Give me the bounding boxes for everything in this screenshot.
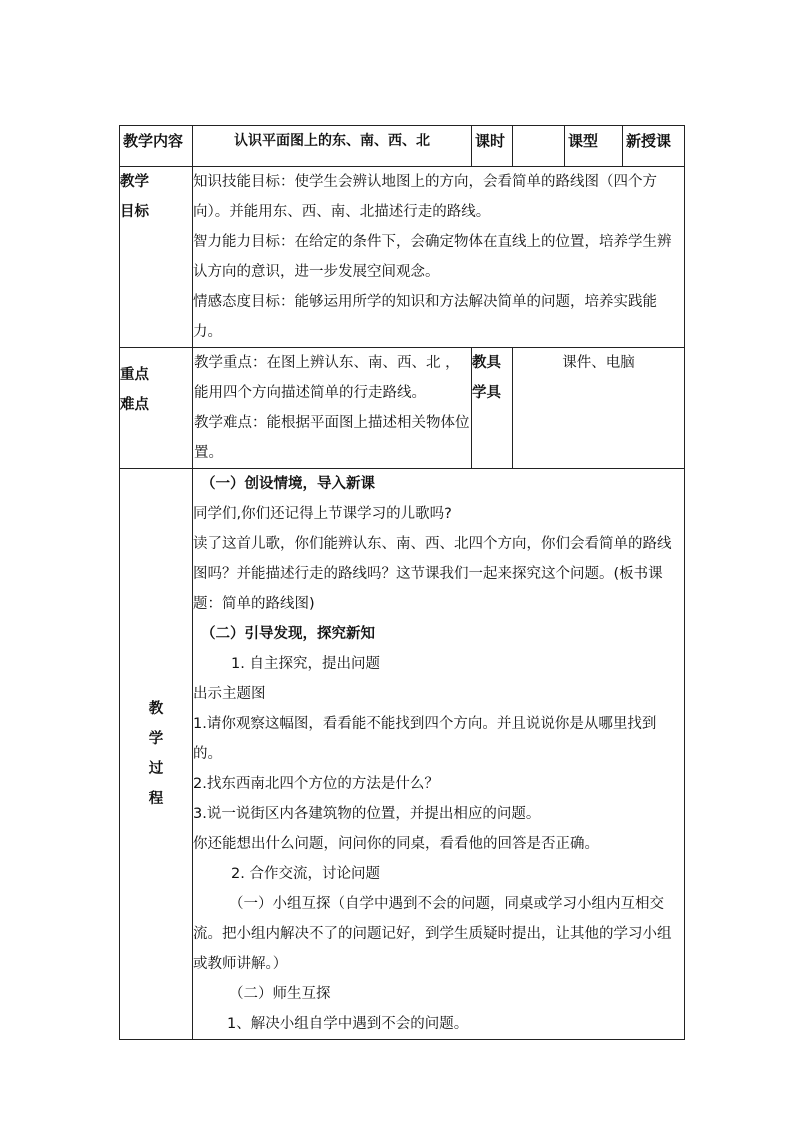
process-content: [193, 469, 685, 1040]
type-value: 新授课: [623, 126, 685, 167]
process-line: 1、解决小组自学中遇到不会的问题。: [227, 1016, 469, 1032]
process-line: 同学们,你们还记得上节课学习的儿歌吗?: [193, 506, 452, 522]
key-points-row: [120, 348, 685, 469]
tools-value: 课件、电脑: [513, 348, 685, 469]
process-line: 你还能想出什么问题，问问你的同桌，看看他的回答是否正确。: [193, 836, 599, 852]
process-label-char2: 学: [148, 731, 164, 747]
process-line: 1.请你观察这幅图，看看能不能找到四个方向。并且说说你是从哪里找到的。: [193, 716, 657, 762]
section-heading-2: （二）引导发现，探究新知: [201, 626, 375, 642]
type-label: 课型: [565, 126, 623, 167]
period-value: [513, 126, 565, 167]
content-value: 认识平面图上的东、南、西、北: [193, 126, 472, 167]
process-row: [120, 469, 685, 1040]
key-points-label: [120, 348, 193, 469]
difficult-point-text: 教学难点：能根据平面图上描述相关物体位置。: [194, 415, 470, 461]
process-line: 读了这首儿歌，你们能辨认东、南、西、北四个方向，你们会看简单的路线图吗？并能描述行走的路线吗？这节课我们一起来探究这个问题。(板书课题：简单的路线图): [193, 536, 672, 612]
key-point-text: 教学重点：在图上辨认东、南、西、北 ，能用四个方向描述简单的行走路线。: [194, 355, 460, 401]
goal-knowledge: 知识技能目标：使学生会辨认地图上的方向，会看简单的路线图（四个方向）。并能用东、西、南、北描述行走的路线。: [193, 174, 657, 220]
process-line: 出示主题图: [193, 686, 266, 702]
period-label: 课时: [472, 126, 513, 167]
goal-attitude: 情感态度目标：能够运用所学的知识和方法解决简单的问题，培养实践能力。: [193, 294, 657, 340]
process-label-char4: 程: [148, 791, 164, 807]
goals-label-line2: 目标: [120, 204, 149, 220]
goal-ability: 智力能力目标：在给定的条件下，会确定物体在直线上的位置，培养学生辨认方向的意识，进一步发展空间观念。: [193, 234, 672, 280]
tools-label: [472, 348, 513, 469]
tools-label-line1: 教具: [472, 355, 501, 371]
tools-label-line2: 学具: [472, 385, 501, 401]
header-row: [120, 126, 685, 167]
process-subheading: 1. 自主探究，提出问题: [231, 656, 380, 672]
process-line: 2.找东西南北四个方位的方法是什么？: [193, 776, 439, 792]
goals-row: [120, 167, 685, 348]
section-heading-1: （一）创设情境，导入新课: [201, 476, 375, 492]
key-points-label-line1: 重点: [120, 367, 149, 383]
process-line: 3.说一说街区内各建筑物的位置，并提出相应的问题。: [193, 806, 541, 822]
process-label: [120, 469, 193, 1040]
key-points-content: [193, 348, 472, 469]
lesson-plan-table: [119, 125, 685, 1040]
content-label: 教学内容: [120, 126, 193, 167]
goals-label-line1: 教学: [120, 174, 149, 190]
process-subheading: （二）师生互探: [229, 986, 331, 1002]
process-label-char3: 过: [148, 761, 164, 777]
goals-label: [120, 167, 193, 348]
process-line: （一）小组互探（自学中遇到不会的问题，同桌或学习小组内互相交流。把小组内解决不了的问题记好，到学生质疑时提出，让其他的学习小组或教师讲解。）: [193, 896, 672, 972]
process-subheading: 2. 合作交流，讨论问题: [231, 866, 380, 882]
goals-content: [193, 167, 685, 348]
process-label-char1: 教: [148, 701, 164, 717]
key-points-label-line2: 难点: [120, 397, 149, 413]
